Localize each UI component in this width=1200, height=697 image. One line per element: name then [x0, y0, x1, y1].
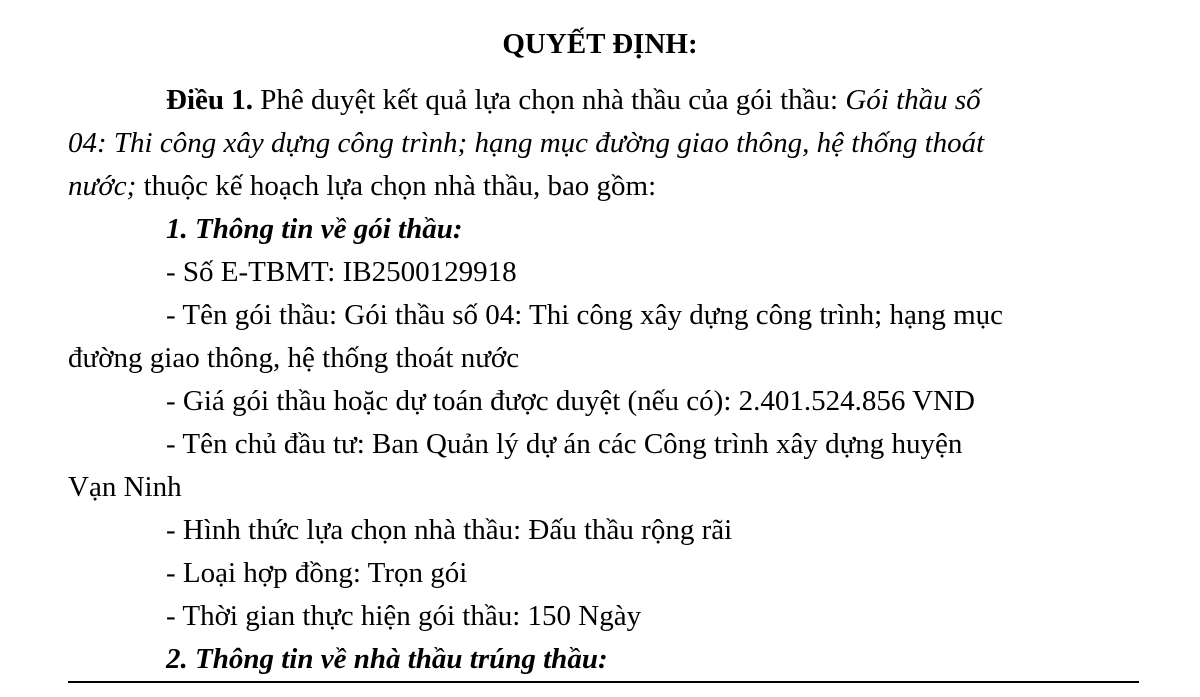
item-investor-1: - Tên chủ đầu tư: Ban Quản lý dự án các Công trình xây dựng huyện	[166, 428, 963, 460]
article1-line-1	[166, 78, 981, 122]
article1-text-b: thuộc kế hoạch lựa chọn nhà thầu, bao gồm:	[136, 170, 657, 202]
item-contract-type: - Loại hợp đồng: Trọn gói	[166, 557, 468, 589]
article1-line-3	[68, 164, 656, 208]
item-price: - Giá gói thầu hoặc dự toán được duyệt (nếu có): 2.401.524.856 VND	[166, 385, 975, 417]
document-title: QUYẾT ĐỊNH:	[502, 28, 698, 60]
article1-text-a: Phê duyệt kết quả lựa chọn nhà thầu của gói thầu:	[253, 84, 846, 116]
item-package-name-2: đường giao thông, hệ thống thoát nước	[68, 342, 520, 374]
item-package-name-1: - Tên gói thầu: Gói thầu số 04: Thi công xây dựng công trình; hạng mục	[166, 299, 1003, 331]
section1-heading: 1. Thông tin về gói thầu:	[166, 213, 463, 245]
section2-heading: 2. Thông tin về nhà thầu trúng thầu:	[166, 643, 608, 675]
item-duration: - Thời gian thực hiện gói thầu: 150 Ngày	[166, 600, 642, 632]
horizontal-rule	[68, 681, 1139, 683]
article1-line-2: 04: Thi công xây dựng công trình; hạng mục đường giao thông, hệ thống thoát	[68, 127, 985, 159]
article1-package-italic-1: Gói thầu số	[845, 84, 981, 116]
article1-package-italic-3: nước;	[68, 170, 137, 202]
article1-label: Điều 1.	[166, 84, 253, 116]
item-selection-method: - Hình thức lựa chọn nhà thầu: Đấu thầu rộng rãi	[166, 514, 733, 546]
item-e-tbmt: - Số E-TBMT: IB2500129918	[166, 256, 517, 288]
item-investor-2: Vạn Ninh	[68, 471, 182, 503]
